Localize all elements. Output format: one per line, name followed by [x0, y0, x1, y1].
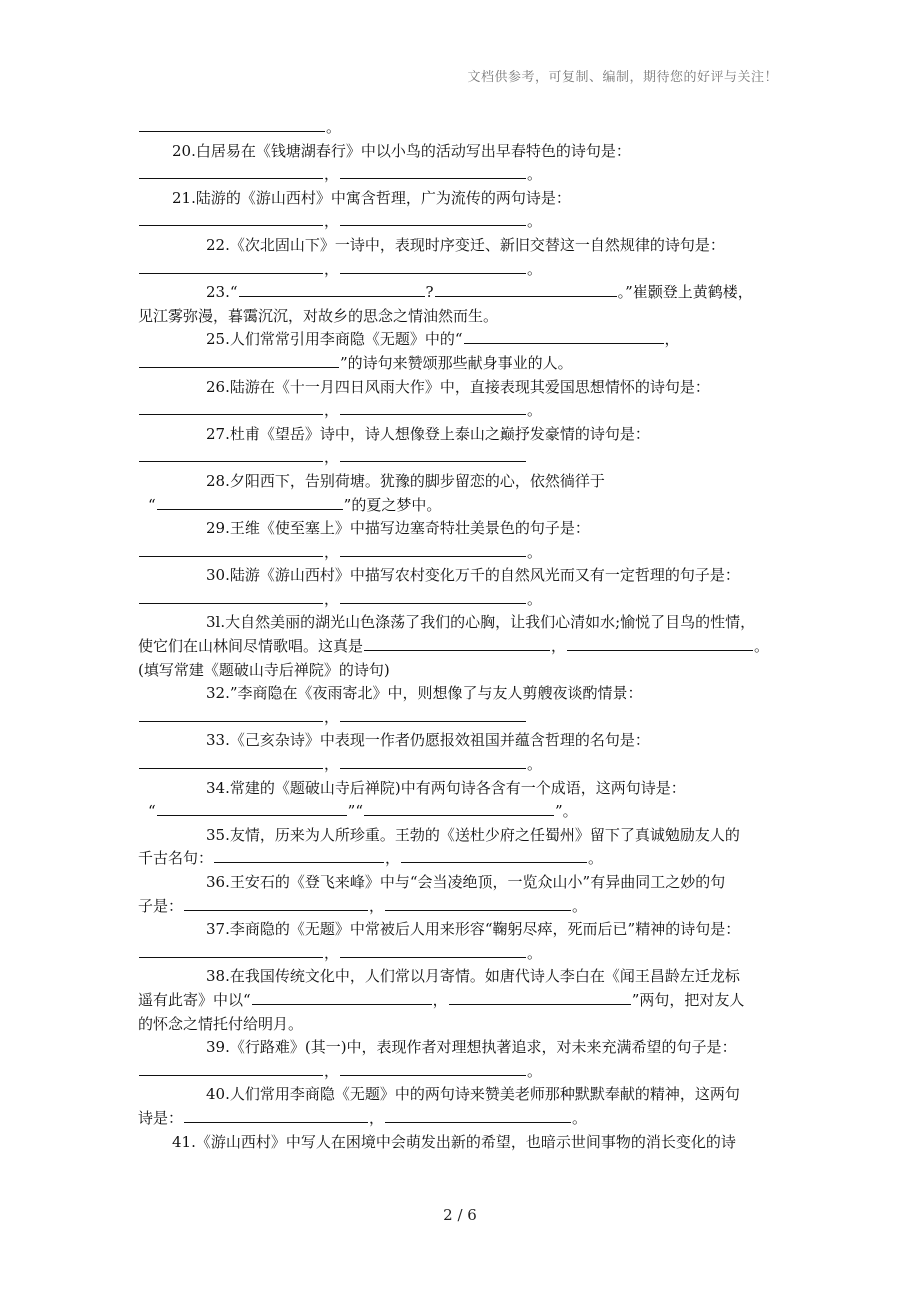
question-22: 22.《次北固山下》一诗中，表现时序变迁、新旧交替这一自然规律的诗句是：	[206, 235, 725, 254]
question-25: 25.人们常常引用李商隐《无题》中的“ ，	[206, 330, 680, 349]
answer-blank[interactable]	[139, 588, 323, 604]
answer-blank[interactable]	[252, 989, 432, 1005]
answer-blank[interactable]	[139, 446, 323, 462]
answer-blank[interactable]	[340, 399, 526, 415]
answer-blank[interactable]	[139, 942, 323, 958]
question-33: 33.《己亥杂诗》中表现一作者仍愿报效祖国并蕴含哲理的名句是：	[206, 731, 650, 750]
answer-blank[interactable]	[340, 210, 526, 226]
question-32: 32.”李商隐在《夜雨寄北》中，则想像了与友人剪艘夜谈酌情景：	[206, 684, 643, 703]
question-39: 39.《行路难》(其一)中，表现作者对理想执著追求，对未来充满希望的句子是：	[206, 1038, 737, 1057]
answer-line: ，	[138, 706, 784, 730]
question-38-cont: 遥有此寄》中以“ ， ”两句，把对友人	[138, 990, 745, 1009]
answer-blank[interactable]	[435, 281, 617, 297]
answer-blank[interactable]	[139, 706, 323, 722]
question-38: 38.在我国传统文化中，人们常以月寄情。如唐代诗人李白在《闻王昌龄左迁龙标	[206, 967, 740, 986]
answer-blank[interactable]	[157, 800, 347, 816]
question-31: 3l.大自然美丽的湖光山色涤荡了我们的心胸，让我们心清如水;愉悦了目鸟的性情，	[206, 613, 756, 632]
question-40-cont: 诗是： ， 。	[138, 1108, 588, 1127]
answer-blank[interactable]	[157, 494, 343, 510]
answer-blank[interactable]	[184, 895, 368, 911]
answer-line: ， 。	[138, 258, 784, 282]
question-20: 20.白居易在《钱塘湖春行》中以小鸟的活动写出早春特色的诗句是：	[172, 141, 631, 160]
answer-line: ， 。	[138, 541, 784, 565]
answer-line: ， 。	[138, 753, 784, 777]
answer-blank[interactable]	[340, 258, 526, 274]
answer-blank[interactable]	[139, 163, 323, 179]
answer-line: 。	[138, 116, 784, 140]
answer-blank[interactable]	[385, 895, 571, 911]
answer-line: ， 。	[138, 1060, 784, 1084]
page-number: 2 / 6	[443, 1206, 477, 1224]
question-34-cont: “ ”“ ”。	[148, 802, 578, 821]
question-38-end: 的怀念之情托付给明月。	[138, 1014, 304, 1033]
document-body	[138, 116, 784, 1154]
question-35-cont: 千古名句： ， 。	[138, 849, 604, 868]
answer-blank[interactable]	[364, 635, 550, 651]
question-25-cont: ”的诗句来赞颂那些献身事业的人。	[138, 352, 784, 376]
answer-blank[interactable]	[214, 847, 384, 863]
answer-blank[interactable]	[139, 258, 323, 274]
question-34: 34.常建的《题破山寺后禅院)中有两句诗各含有一个成语，这两句诗是：	[206, 778, 686, 797]
header-note: 文档供参考，可复制、编制，期待您的好评与关注！	[467, 70, 778, 85]
answer-blank[interactable]	[364, 800, 554, 816]
answer-blank[interactable]	[139, 116, 325, 132]
question-41: 41.《游山西村》中写人在困境中会萌发出新的希望，也暗示世间事物的消长变化的诗	[172, 1132, 736, 1151]
answer-blank[interactable]	[385, 1107, 571, 1123]
answer-blank[interactable]	[139, 753, 323, 769]
answer-line: ，	[138, 446, 784, 470]
answer-blank[interactable]	[340, 942, 526, 958]
answer-blank[interactable]	[340, 1060, 526, 1076]
question-35: 35.友情，历来为人所珍重。王勃的《送杜少府之任蜀州》留下了真诚勉励友人的	[206, 825, 740, 844]
answer-line: ， 。	[138, 163, 784, 187]
answer-blank[interactable]	[139, 399, 323, 415]
answer-line: ， 。	[138, 399, 784, 423]
question-36: 36.王安石的《登飞来峰》中与“会当凌绝顶，一览众山小”有异曲同工之妙的句	[206, 873, 726, 891]
answer-blank[interactable]	[139, 352, 339, 368]
question-37: 37.李商隐的《无题》中常被后人用来形容“鞠躬尽瘁，死而后已”精神的诗句是：	[206, 920, 741, 939]
answer-blank[interactable]	[340, 753, 526, 769]
question-26: 26.陆游在《十一月四日风雨大作》中，直接表现其爱国思想情怀的诗句是：	[206, 377, 710, 396]
answer-line: ， 。	[138, 942, 784, 966]
answer-blank[interactable]	[184, 1107, 368, 1123]
question-28: 28.夕阳西下，告别荷塘。犹豫的脚步留恋的心，依然徜徉于	[206, 471, 605, 490]
answer-blank[interactable]	[239, 281, 425, 297]
answer-blank[interactable]	[139, 541, 323, 557]
answer-line: ， 。	[138, 210, 784, 234]
answer-blank[interactable]	[340, 588, 526, 604]
question-31-note: (填写常建《题破山寺后禅院》的诗句)	[138, 660, 390, 679]
answer-blank[interactable]	[340, 163, 526, 179]
answer-blank[interactable]	[567, 635, 753, 651]
answer-blank[interactable]	[340, 541, 526, 557]
question-23-cont: 见江雾弥漫，暮霭沉沉，对故乡的思念之情油然而生。	[138, 306, 499, 325]
answer-line: ， 。	[138, 588, 784, 612]
question-30: 30.陆游《游山西村》中描写农村变化万千的自然风光而又有一定哲理的句子是：	[206, 566, 740, 585]
question-27: 27.杜甫《望岳》诗中，诗人想像登上泰山之巅抒发豪情的诗句是：	[206, 424, 650, 443]
answer-blank[interactable]	[464, 328, 664, 344]
answer-blank[interactable]	[139, 210, 323, 226]
question-23: 23.“ ? 。”崔颢登上黄鹤楼，	[206, 283, 753, 302]
question-29: 29.王维《使至塞上》中描写边塞奇特壮美景色的句子是：	[206, 519, 590, 538]
answer-blank[interactable]	[340, 706, 526, 722]
answer-blank[interactable]	[340, 446, 526, 462]
question-36-cont: 子是： ， 。	[138, 896, 588, 915]
answer-blank[interactable]	[139, 1060, 323, 1076]
question-21: 21.陆游的《游山西村》中寓含哲理，广为流传的两句诗是：	[172, 188, 571, 207]
question-28-cont: “ ”的夏之梦中。	[148, 495, 442, 514]
question-40: 40.人们常用李商隐《无题》中的两句诗来赞美老师那种默默奉献的精神，这两句	[206, 1085, 740, 1104]
question-31-cont: 使它们在山林间尽情歌唱。这真是 ， 。	[138, 637, 770, 656]
answer-blank[interactable]	[401, 847, 587, 863]
answer-blank[interactable]	[449, 989, 631, 1005]
